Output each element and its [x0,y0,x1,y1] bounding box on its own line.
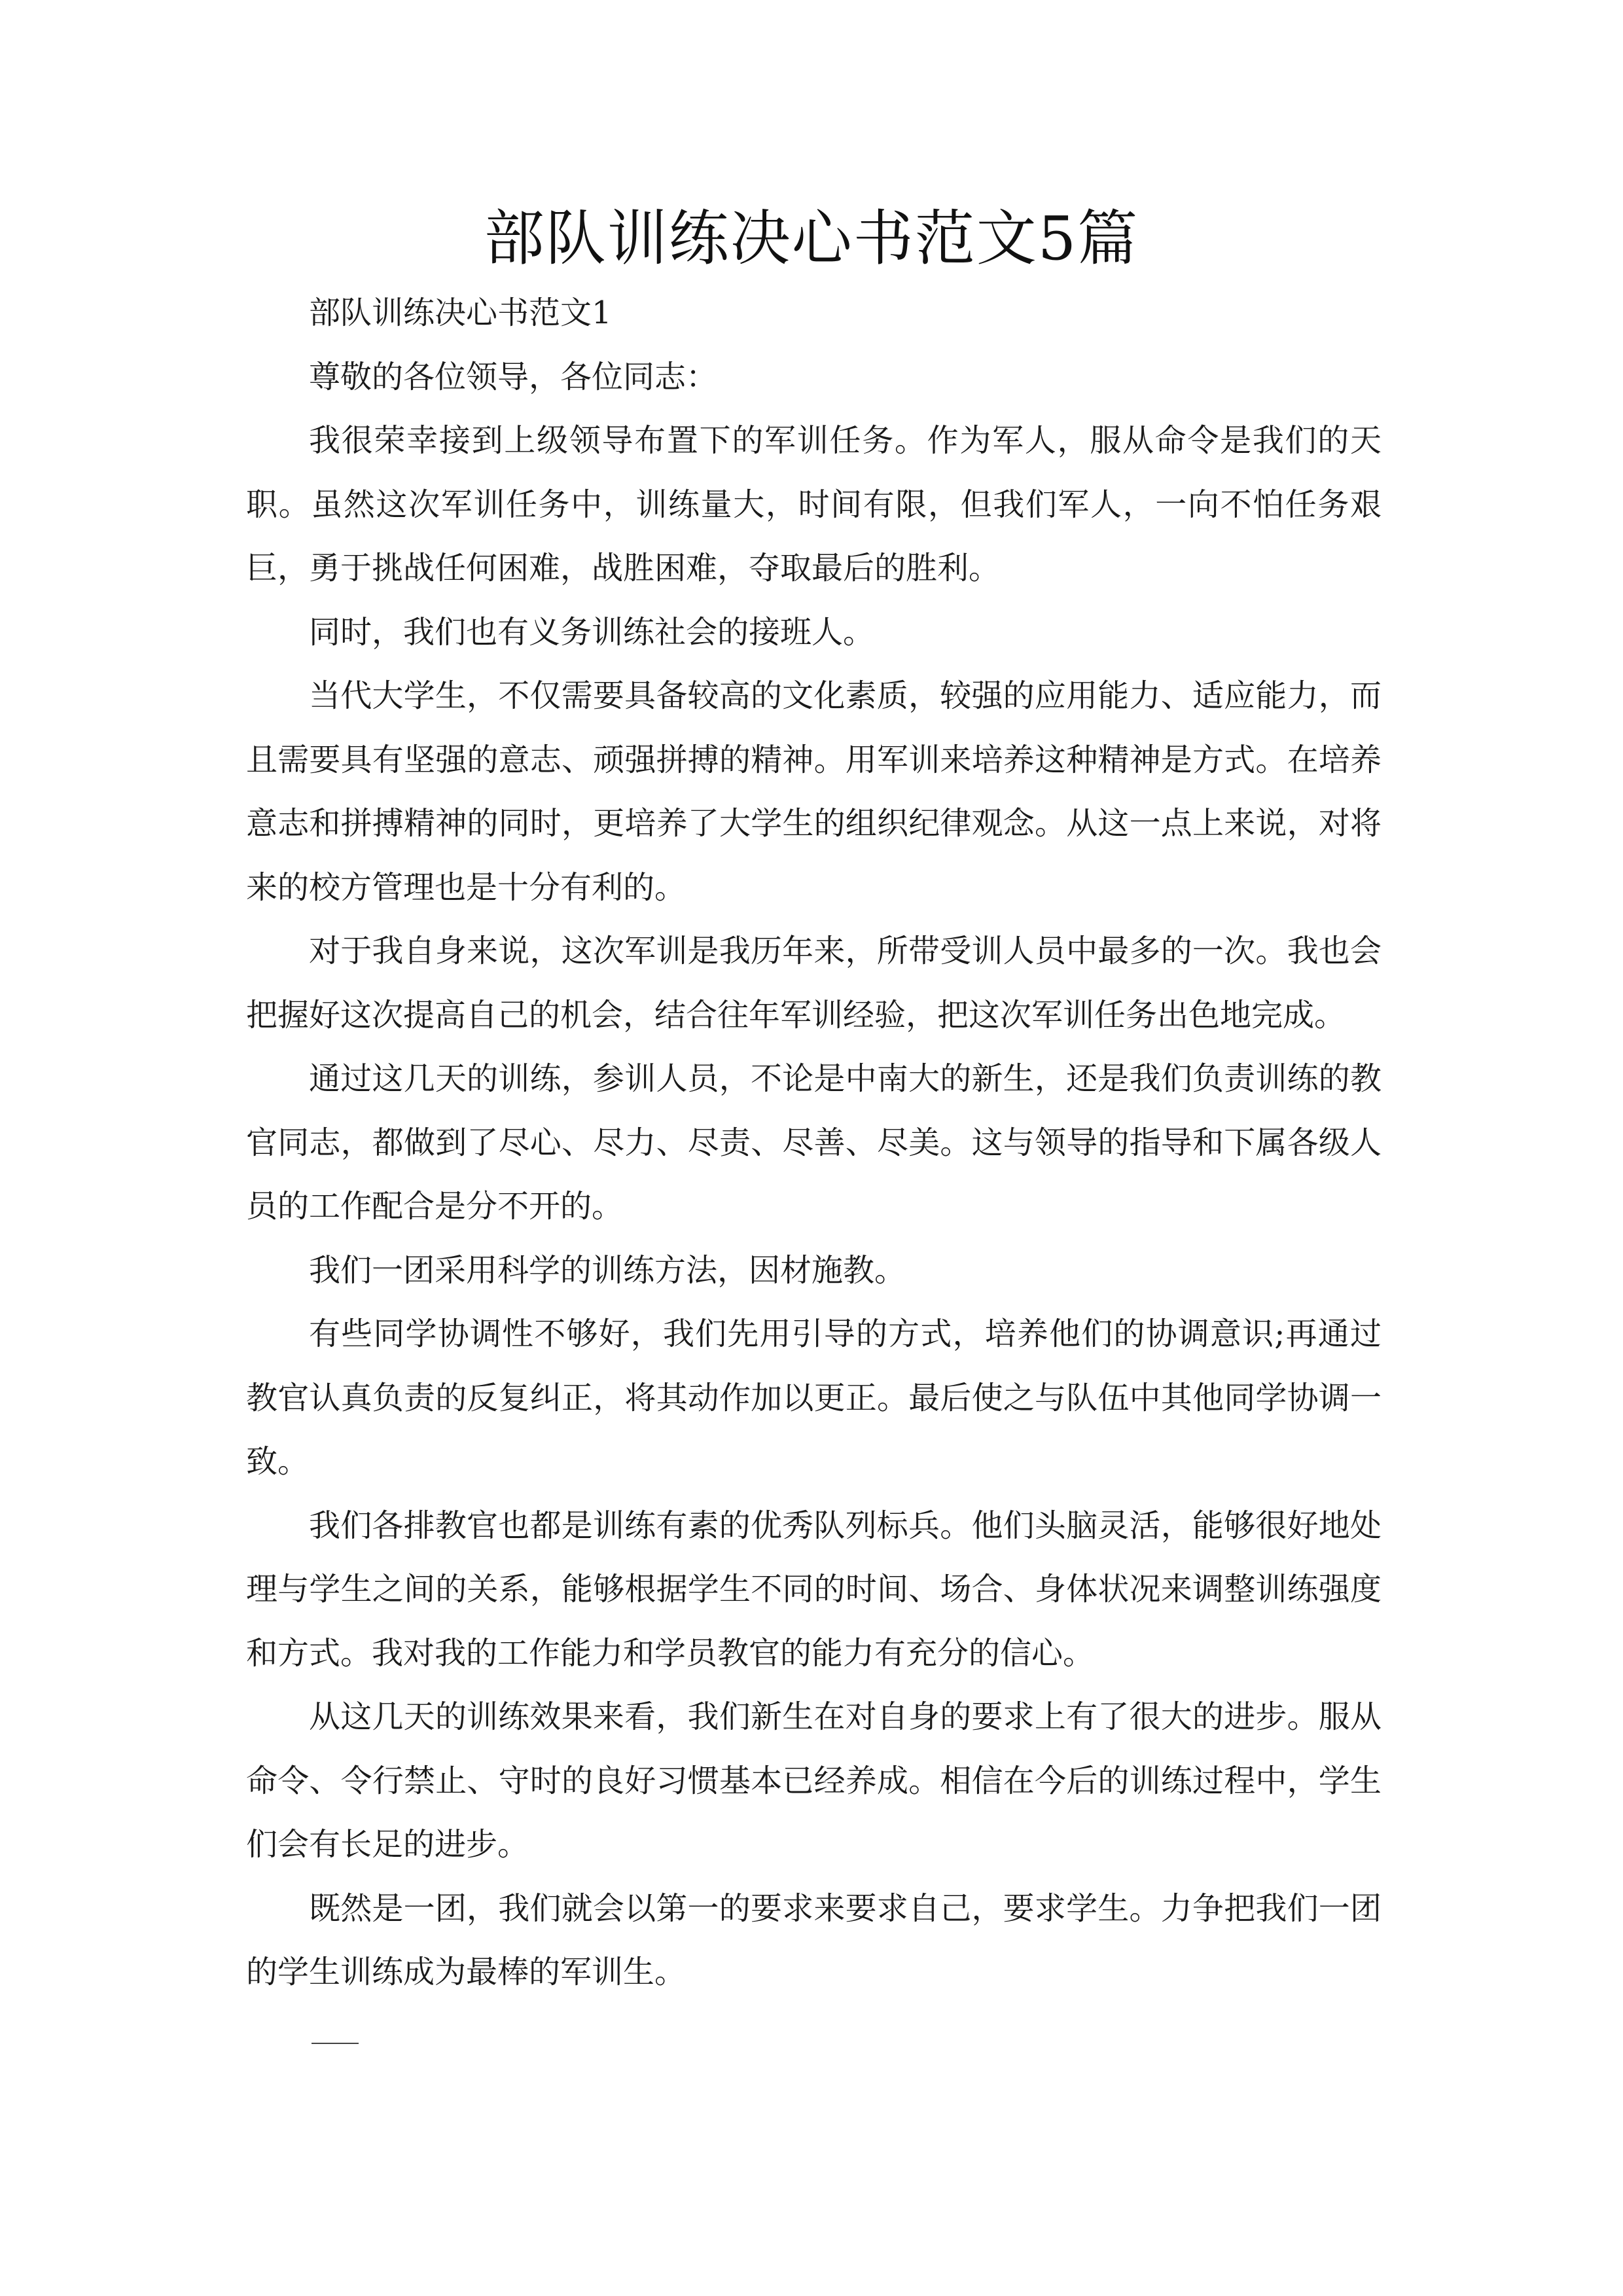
footnote-separator [312,2043,359,2044]
body-paragraph: 从这几天的训练效果来看，我们新生在对自身的要求上有了很大的进步。服从命令、令行禁止、守时的良好习惯基本已经养成。相信在今后的训练过程中，学生们会有长足的进步。 [246,1698,1382,1863]
body-paragraph: 既然是一团，我们就会以第一的要求来要求自己，要求学生。力争把我们一团的学生训练成为最棒的军训生。 [246,1890,1382,1990]
body-paragraph: 我们各排教官也都是训练有素的优秀队列标兵。他们头脑灵活，能够很好地处理与学生之间的关系，能够根据学生不同的时间、场合、身体状况来调整训练强度和方式。我对我的工作能力和学员教官的能力有充分的信心。 [246,1507,1382,1672]
body-paragraph: 通过这几天的训练，参训人员，不论是中南大的新生，还是我们负责训练的教官同志，都做到了尽心、尽力、尽责、尽善、尽美。这与领导的指导和下属各级人员的工作配合是分不开的。 [246,1060,1382,1225]
document-body [246,281,1382,2005]
body-paragraph: 我们一团采用科学的训练方法，因材施教。 [309,1251,906,1289]
body-paragraph: 有些同学协调性不够好，我们先用引导的方式，培养他们的协调意识;再通过教官认真负责的反复纠正，将其动作加以更正。最后使之与队伍中其他同学协调一致。 [246,1316,1382,1480]
body-paragraph: 我很荣幸接到上级领导布置下的军训任务。作为军人，服从命令是我们的天职。虽然这次军训任务中，训练量大，时间有限，但我们军人，一向不怕任务艰巨，勇于挑战任何困难，战胜困难，夺取最后的胜利。 [246,422,1382,586]
document-title: 部队训练决心书范文5篇 [484,204,1139,274]
body-paragraph: 当代大学生，不仅需要具备较高的文化素质，较强的应用能力、适应能力，而且需要具有坚强的意志、顽强拼搏的精神。用军训来培养这种精神是方式。在培养意志和拼搏精神的同时，更培养了大学生的组织纪律观念。从这一点上来说，对将来的校方管理也是十分有利的。 [246,677,1382,906]
section-heading: 部队训练决心书范文1 [309,295,612,331]
salutation: 尊敬的各位领导，各位同志： [309,358,718,395]
body-paragraph: 同时，我们也有义务训练社会的接班人。 [309,613,875,651]
body-paragraph: 对于我自身来说，这次军训是我历年来，所带受训人员中最多的一次。我也会把握好这次提高自己的机会，结合往年军训经验，把这次军训任务出色地完成。 [246,933,1382,1033]
